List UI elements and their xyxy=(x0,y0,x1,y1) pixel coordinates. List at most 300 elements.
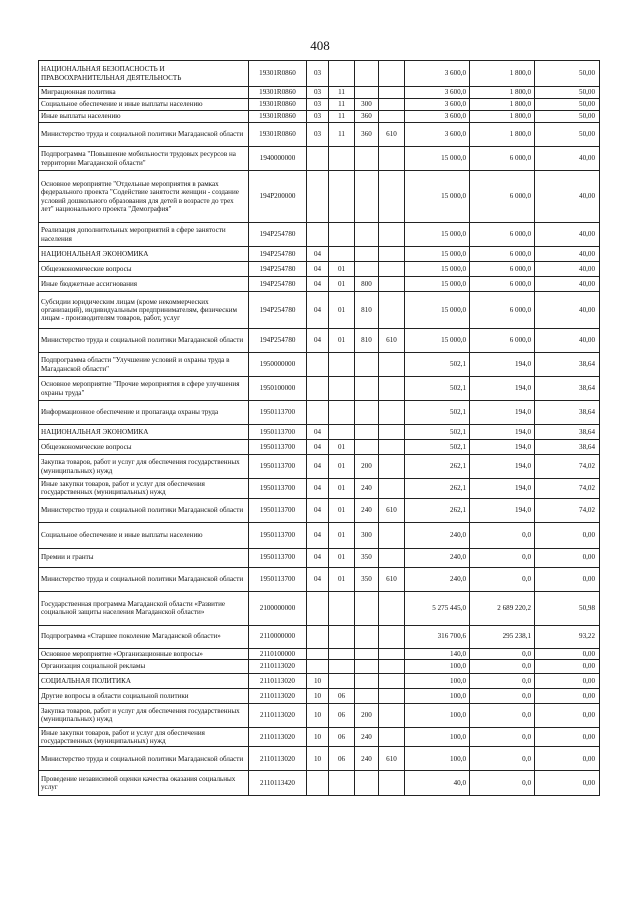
row-name: Министерство труда и социальной политики Магаданской области xyxy=(39,123,249,147)
row-subsection-code xyxy=(329,659,355,673)
row-planned-amount: 262,1 xyxy=(405,498,470,522)
row-target-code: 194P254780 xyxy=(249,329,307,353)
row-percent: 50,98 xyxy=(535,591,600,625)
table-row xyxy=(39,498,600,522)
row-name: Министерство труда и социальной политики Магаданской области xyxy=(39,567,249,591)
row-percent: 40,00 xyxy=(535,277,600,292)
row-expense-type-code xyxy=(355,648,379,659)
row-expense-type-code xyxy=(355,659,379,673)
row-planned-amount: 502,1 xyxy=(405,377,470,401)
row-expense-type-code xyxy=(355,688,379,703)
row-target-code: 1950113700 xyxy=(249,498,307,522)
row-subsection-code: 06 xyxy=(329,703,355,727)
row-admin-code xyxy=(379,99,405,111)
row-section-code: 10 xyxy=(307,703,329,727)
row-planned-amount: 262,1 xyxy=(405,455,470,479)
row-name: Субсидии юридическим лицам (кроме некоммерческих организаций), индивидуальным предпринимателям, физическим лицам - производителям товаров, работ, услуг xyxy=(39,292,249,329)
row-name: Другие вопросы в области социальной политики xyxy=(39,688,249,703)
table-row xyxy=(39,292,600,329)
row-expense-type-code: 240 xyxy=(355,479,379,499)
row-percent: 74,02 xyxy=(535,498,600,522)
row-percent: 38,64 xyxy=(535,401,600,425)
row-percent: 38,64 xyxy=(535,353,600,377)
row-name: Основное мероприятие «Организационные вопросы» xyxy=(39,648,249,659)
row-target-code: 1950100000 xyxy=(249,377,307,401)
table-row xyxy=(39,771,600,796)
row-subsection-code: 11 xyxy=(329,87,355,99)
row-percent: 50,00 xyxy=(535,123,600,147)
row-expense-type-code: 300 xyxy=(355,522,379,548)
row-name: Закупка товаров, работ и услуг для обеспечения государственных (муниципальных) нужд xyxy=(39,455,249,479)
row-subsection-code xyxy=(329,591,355,625)
row-section-code xyxy=(307,659,329,673)
row-name: Подпрограмма "Повышение мобильности трудовых ресурсов на территории Магаданской области" xyxy=(39,147,249,171)
row-target-code: 194P254780 xyxy=(249,277,307,292)
row-subsection-code: 11 xyxy=(329,123,355,147)
table-row xyxy=(39,123,600,147)
row-target-code: 19301R0860 xyxy=(249,87,307,99)
table-row xyxy=(39,703,600,727)
row-section-code: 03 xyxy=(307,111,329,123)
row-admin-code xyxy=(379,440,405,455)
row-target-code: 1950113700 xyxy=(249,425,307,440)
row-subsection-code: 06 xyxy=(329,688,355,703)
row-target-code: 194P254780 xyxy=(249,292,307,329)
row-target-code: 19301R0860 xyxy=(249,111,307,123)
row-section-code: 04 xyxy=(307,522,329,548)
row-target-code: 1950113700 xyxy=(249,440,307,455)
row-subsection-code: 01 xyxy=(329,567,355,591)
row-actual-amount: 6 000,0 xyxy=(470,262,535,277)
table-row xyxy=(39,61,600,87)
row-name: НАЦИОНАЛЬНАЯ БЕЗОПАСНОСТЬ И ПРАВООХРАНИТЕЛЬНАЯ ДЕЯТЕЛЬНОСТЬ xyxy=(39,61,249,87)
row-subsection-code xyxy=(329,147,355,171)
row-expense-type-code: 360 xyxy=(355,111,379,123)
row-section-code: 04 xyxy=(307,292,329,329)
row-admin-code xyxy=(379,292,405,329)
row-target-code: 2110113020 xyxy=(249,747,307,771)
table-row xyxy=(39,87,600,99)
row-expense-type-code: 350 xyxy=(355,548,379,567)
row-name: СОЦИАЛЬНАЯ ПОЛИТИКА xyxy=(39,673,249,688)
row-expense-type-code xyxy=(355,61,379,87)
row-name: Министерство труда и социальной политики Магаданской области xyxy=(39,747,249,771)
row-expense-type-code xyxy=(355,262,379,277)
row-expense-type-code xyxy=(355,87,379,99)
row-section-code xyxy=(307,377,329,401)
row-subsection-code xyxy=(329,401,355,425)
row-name: Информационное обеспечение и пропаганда охраны труда xyxy=(39,401,249,425)
row-section-code xyxy=(307,401,329,425)
row-expense-type-code xyxy=(355,147,379,171)
row-subsection-code: 06 xyxy=(329,747,355,771)
row-section-code: 04 xyxy=(307,425,329,440)
table-row xyxy=(39,522,600,548)
row-percent: 40,00 xyxy=(535,262,600,277)
row-target-code: 1950113700 xyxy=(249,567,307,591)
row-target-code: 2110113020 xyxy=(249,727,307,747)
row-planned-amount: 502,1 xyxy=(405,401,470,425)
row-actual-amount: 0,0 xyxy=(470,747,535,771)
row-subsection-code xyxy=(329,648,355,659)
row-planned-amount: 140,0 xyxy=(405,648,470,659)
table-row xyxy=(39,625,600,648)
row-actual-amount: 0,0 xyxy=(470,703,535,727)
row-actual-amount: 0,0 xyxy=(470,548,535,567)
row-planned-amount: 15 000,0 xyxy=(405,147,470,171)
row-actual-amount: 0,0 xyxy=(470,727,535,747)
table-row xyxy=(39,377,600,401)
row-subsection-code: 11 xyxy=(329,111,355,123)
row-planned-amount: 3 600,0 xyxy=(405,111,470,123)
row-percent: 0,00 xyxy=(535,659,600,673)
row-subsection-code: 01 xyxy=(329,292,355,329)
table-row xyxy=(39,277,600,292)
row-admin-code: 610 xyxy=(379,747,405,771)
row-subsection-code xyxy=(329,625,355,648)
table-row xyxy=(39,329,600,353)
row-name: Иные бюджетные ассигнования xyxy=(39,277,249,292)
row-expense-type-code: 240 xyxy=(355,498,379,522)
row-section-code: 04 xyxy=(307,247,329,262)
row-admin-code xyxy=(379,401,405,425)
row-admin-code xyxy=(379,625,405,648)
row-section-code: 04 xyxy=(307,498,329,522)
row-target-code: 194P200000 xyxy=(249,171,307,223)
row-actual-amount: 6 000,0 xyxy=(470,223,535,247)
row-planned-amount: 15 000,0 xyxy=(405,262,470,277)
row-actual-amount: 6 000,0 xyxy=(470,329,535,353)
row-name: Министерство труда и социальной политики Магаданской области xyxy=(39,498,249,522)
row-planned-amount: 100,0 xyxy=(405,703,470,727)
row-admin-code xyxy=(379,522,405,548)
row-subsection-code: 01 xyxy=(329,455,355,479)
row-actual-amount: 0,0 xyxy=(470,659,535,673)
row-target-code: 2110113020 xyxy=(249,659,307,673)
row-actual-amount: 1 800,0 xyxy=(470,87,535,99)
row-planned-amount: 502,1 xyxy=(405,425,470,440)
row-actual-amount: 6 000,0 xyxy=(470,171,535,223)
row-name: Проведение независимой оценки качества оказания социальных услуг xyxy=(39,771,249,796)
row-expense-type-code: 240 xyxy=(355,727,379,747)
row-actual-amount: 0,0 xyxy=(470,648,535,659)
row-subsection-code: 01 xyxy=(329,548,355,567)
row-planned-amount: 240,0 xyxy=(405,548,470,567)
row-name: Иные закупки товаров, работ и услуг для обеспечения государственных (муниципальных) нужд xyxy=(39,727,249,747)
row-planned-amount: 100,0 xyxy=(405,747,470,771)
row-planned-amount: 100,0 xyxy=(405,688,470,703)
row-subsection-code: 01 xyxy=(329,440,355,455)
row-subsection-code xyxy=(329,61,355,87)
row-actual-amount: 0,0 xyxy=(470,688,535,703)
row-target-code: 1950113700 xyxy=(249,401,307,425)
table-row xyxy=(39,247,600,262)
row-target-code: 2110113420 xyxy=(249,771,307,796)
row-expense-type-code: 200 xyxy=(355,703,379,727)
row-target-code: 1940000000 xyxy=(249,147,307,171)
row-actual-amount: 194,0 xyxy=(470,455,535,479)
row-actual-amount: 6 000,0 xyxy=(470,147,535,171)
table-row xyxy=(39,648,600,659)
row-expense-type-code xyxy=(355,673,379,688)
row-planned-amount: 15 000,0 xyxy=(405,292,470,329)
row-planned-amount: 316 700,6 xyxy=(405,625,470,648)
table-row xyxy=(39,688,600,703)
row-actual-amount: 1 800,0 xyxy=(470,111,535,123)
table-row xyxy=(39,548,600,567)
table-row xyxy=(39,401,600,425)
row-section-code xyxy=(307,771,329,796)
row-planned-amount: 3 600,0 xyxy=(405,61,470,87)
row-name: Премии и гранты xyxy=(39,548,249,567)
row-actual-amount: 0,0 xyxy=(470,567,535,591)
row-expense-type-code: 350 xyxy=(355,567,379,591)
row-percent: 0,00 xyxy=(535,648,600,659)
row-percent: 0,00 xyxy=(535,522,600,548)
row-name: Реализация дополнительных мероприятий в сфере занятости населения xyxy=(39,223,249,247)
row-subsection-code xyxy=(329,353,355,377)
row-section-code: 04 xyxy=(307,567,329,591)
row-percent: 0,00 xyxy=(535,567,600,591)
row-percent: 50,00 xyxy=(535,87,600,99)
row-admin-code xyxy=(379,223,405,247)
row-admin-code xyxy=(379,455,405,479)
row-target-code: 1950113700 xyxy=(249,479,307,499)
row-admin-code xyxy=(379,171,405,223)
row-percent: 40,00 xyxy=(535,292,600,329)
row-section-code: 04 xyxy=(307,262,329,277)
row-name: НАЦИОНАЛЬНАЯ ЭКОНОМИКА xyxy=(39,425,249,440)
row-name: Общеэкономические вопросы xyxy=(39,440,249,455)
table-row xyxy=(39,747,600,771)
row-name: Закупка товаров, работ и услуг для обеспечения государственных (муниципальных) нужд xyxy=(39,703,249,727)
budget-table xyxy=(38,60,600,796)
row-expense-type-code xyxy=(355,591,379,625)
table-row xyxy=(39,455,600,479)
row-admin-code xyxy=(379,688,405,703)
row-expense-type-code xyxy=(355,223,379,247)
row-section-code: 10 xyxy=(307,727,329,747)
row-section-code: 03 xyxy=(307,61,329,87)
row-actual-amount: 1 800,0 xyxy=(470,123,535,147)
row-subsection-code xyxy=(329,247,355,262)
row-planned-amount: 240,0 xyxy=(405,522,470,548)
row-admin-code xyxy=(379,771,405,796)
row-target-code: 2110113020 xyxy=(249,688,307,703)
table-body xyxy=(39,61,600,796)
row-actual-amount: 0,0 xyxy=(470,522,535,548)
row-planned-amount: 15 000,0 xyxy=(405,329,470,353)
row-actual-amount: 194,0 xyxy=(470,401,535,425)
table-row xyxy=(39,727,600,747)
row-target-code: 194P254780 xyxy=(249,262,307,277)
row-admin-code xyxy=(379,61,405,87)
row-planned-amount: 5 275 445,0 xyxy=(405,591,470,625)
table-row xyxy=(39,262,600,277)
row-admin-code xyxy=(379,703,405,727)
row-admin-code xyxy=(379,111,405,123)
row-section-code xyxy=(307,353,329,377)
row-subsection-code xyxy=(329,377,355,401)
row-percent: 40,00 xyxy=(535,329,600,353)
row-target-code: 194P254780 xyxy=(249,223,307,247)
row-target-code: 19301R0860 xyxy=(249,123,307,147)
row-subsection-code xyxy=(329,425,355,440)
row-name: Социальное обеспечение и иные выплаты населению xyxy=(39,99,249,111)
row-target-code: 1950113700 xyxy=(249,522,307,548)
row-actual-amount: 0,0 xyxy=(470,771,535,796)
row-section-code xyxy=(307,147,329,171)
row-name: Государственная программа Магаданской области «Развитие социальной защиты населения Магаданской области» xyxy=(39,591,249,625)
row-expense-type-code xyxy=(355,625,379,648)
row-section-code: 04 xyxy=(307,548,329,567)
row-actual-amount: 194,0 xyxy=(470,479,535,499)
table-row xyxy=(39,479,600,499)
row-actual-amount: 2 689 220,2 xyxy=(470,591,535,625)
row-subsection-code xyxy=(329,171,355,223)
row-expense-type-code xyxy=(355,353,379,377)
row-planned-amount: 100,0 xyxy=(405,727,470,747)
row-planned-amount: 262,1 xyxy=(405,479,470,499)
row-expense-type-code: 360 xyxy=(355,123,379,147)
row-planned-amount: 3 600,0 xyxy=(405,99,470,111)
row-percent: 50,00 xyxy=(535,99,600,111)
row-planned-amount: 3 600,0 xyxy=(405,123,470,147)
row-expense-type-code xyxy=(355,247,379,262)
row-percent: 0,00 xyxy=(535,703,600,727)
row-admin-code: 610 xyxy=(379,123,405,147)
row-planned-amount: 240,0 xyxy=(405,567,470,591)
row-subsection-code: 01 xyxy=(329,329,355,353)
row-expense-type-code: 810 xyxy=(355,292,379,329)
row-subsection-code xyxy=(329,223,355,247)
row-section-code xyxy=(307,625,329,648)
row-actual-amount: 6 000,0 xyxy=(470,277,535,292)
row-expense-type-code: 810 xyxy=(355,329,379,353)
row-admin-code xyxy=(379,247,405,262)
row-planned-amount: 100,0 xyxy=(405,673,470,688)
row-target-code: 2110000000 xyxy=(249,625,307,648)
table-row xyxy=(39,673,600,688)
row-actual-amount: 1 800,0 xyxy=(470,99,535,111)
row-subsection-code xyxy=(329,771,355,796)
row-percent: 0,00 xyxy=(535,771,600,796)
table-row xyxy=(39,567,600,591)
row-admin-code xyxy=(379,673,405,688)
row-section-code: 04 xyxy=(307,277,329,292)
row-percent: 0,00 xyxy=(535,688,600,703)
row-name: Подпрограмма «Старшее поколение Магаданской области» xyxy=(39,625,249,648)
row-admin-code xyxy=(379,87,405,99)
row-section-code: 03 xyxy=(307,123,329,147)
row-expense-type-code xyxy=(355,425,379,440)
row-target-code: 19301R0860 xyxy=(249,61,307,87)
row-section-code: 04 xyxy=(307,455,329,479)
row-admin-code xyxy=(379,591,405,625)
row-target-code: 1950113700 xyxy=(249,455,307,479)
row-subsection-code: 11 xyxy=(329,99,355,111)
row-percent: 93,22 xyxy=(535,625,600,648)
row-admin-code: 610 xyxy=(379,567,405,591)
row-percent: 0,00 xyxy=(535,548,600,567)
row-admin-code xyxy=(379,425,405,440)
row-admin-code xyxy=(379,147,405,171)
row-subsection-code: 01 xyxy=(329,277,355,292)
row-admin-code xyxy=(379,377,405,401)
row-target-code: 1950113700 xyxy=(249,548,307,567)
table-row xyxy=(39,425,600,440)
row-section-code: 03 xyxy=(307,99,329,111)
table-row xyxy=(39,223,600,247)
page-number: 408 xyxy=(310,38,330,53)
row-planned-amount: 502,1 xyxy=(405,353,470,377)
row-name: Социальное обеспечение и иные выплаты населению xyxy=(39,522,249,548)
table-row xyxy=(39,353,600,377)
row-expense-type-code xyxy=(355,440,379,455)
row-planned-amount: 15 000,0 xyxy=(405,223,470,247)
row-planned-amount: 502,1 xyxy=(405,440,470,455)
row-planned-amount: 3 600,0 xyxy=(405,87,470,99)
row-section-code xyxy=(307,171,329,223)
row-subsection-code: 01 xyxy=(329,479,355,499)
table-row xyxy=(39,171,600,223)
row-admin-code xyxy=(379,648,405,659)
table-row xyxy=(39,591,600,625)
row-name: Основное мероприятие "Прочие мероприятия в сфере улучшения охраны труда" xyxy=(39,377,249,401)
table-row xyxy=(39,440,600,455)
row-percent: 40,00 xyxy=(535,147,600,171)
row-actual-amount: 194,0 xyxy=(470,353,535,377)
row-percent: 38,64 xyxy=(535,440,600,455)
row-target-code: 2110113020 xyxy=(249,673,307,688)
row-section-code: 03 xyxy=(307,87,329,99)
row-actual-amount: 0,0 xyxy=(470,673,535,688)
row-actual-amount: 6 000,0 xyxy=(470,292,535,329)
row-target-code: 2110113020 xyxy=(249,703,307,727)
row-admin-code xyxy=(379,548,405,567)
row-admin-code: 610 xyxy=(379,329,405,353)
row-subsection-code: 01 xyxy=(329,522,355,548)
row-planned-amount: 40,0 xyxy=(405,771,470,796)
row-planned-amount: 15 000,0 xyxy=(405,171,470,223)
row-name: Общеэкономические вопросы xyxy=(39,262,249,277)
row-actual-amount: 295 238,1 xyxy=(470,625,535,648)
row-admin-code xyxy=(379,479,405,499)
row-target-code: 1950000000 xyxy=(249,353,307,377)
row-percent: 40,00 xyxy=(535,247,600,262)
row-percent: 50,00 xyxy=(535,61,600,87)
row-expense-type-code: 300 xyxy=(355,99,379,111)
row-name: Миграционная политика xyxy=(39,87,249,99)
row-name: Иные выплаты населению xyxy=(39,111,249,123)
row-section-code: 10 xyxy=(307,688,329,703)
row-actual-amount: 194,0 xyxy=(470,377,535,401)
row-subsection-code xyxy=(329,673,355,688)
row-admin-code xyxy=(379,277,405,292)
row-actual-amount: 194,0 xyxy=(470,425,535,440)
row-actual-amount: 194,0 xyxy=(470,440,535,455)
row-name: Подпрограмма области "Улучшение условий и охраны труда в Магаданской области" xyxy=(39,353,249,377)
table-row xyxy=(39,99,600,111)
row-section-code xyxy=(307,223,329,247)
table-row xyxy=(39,111,600,123)
row-section-code: 10 xyxy=(307,747,329,771)
row-admin-code xyxy=(379,353,405,377)
row-name: Иные закупки товаров, работ и услуг для обеспечения государственных (муниципальных) нужд xyxy=(39,479,249,499)
table-row xyxy=(39,659,600,673)
row-percent: 40,00 xyxy=(535,223,600,247)
row-subsection-code: 01 xyxy=(329,498,355,522)
